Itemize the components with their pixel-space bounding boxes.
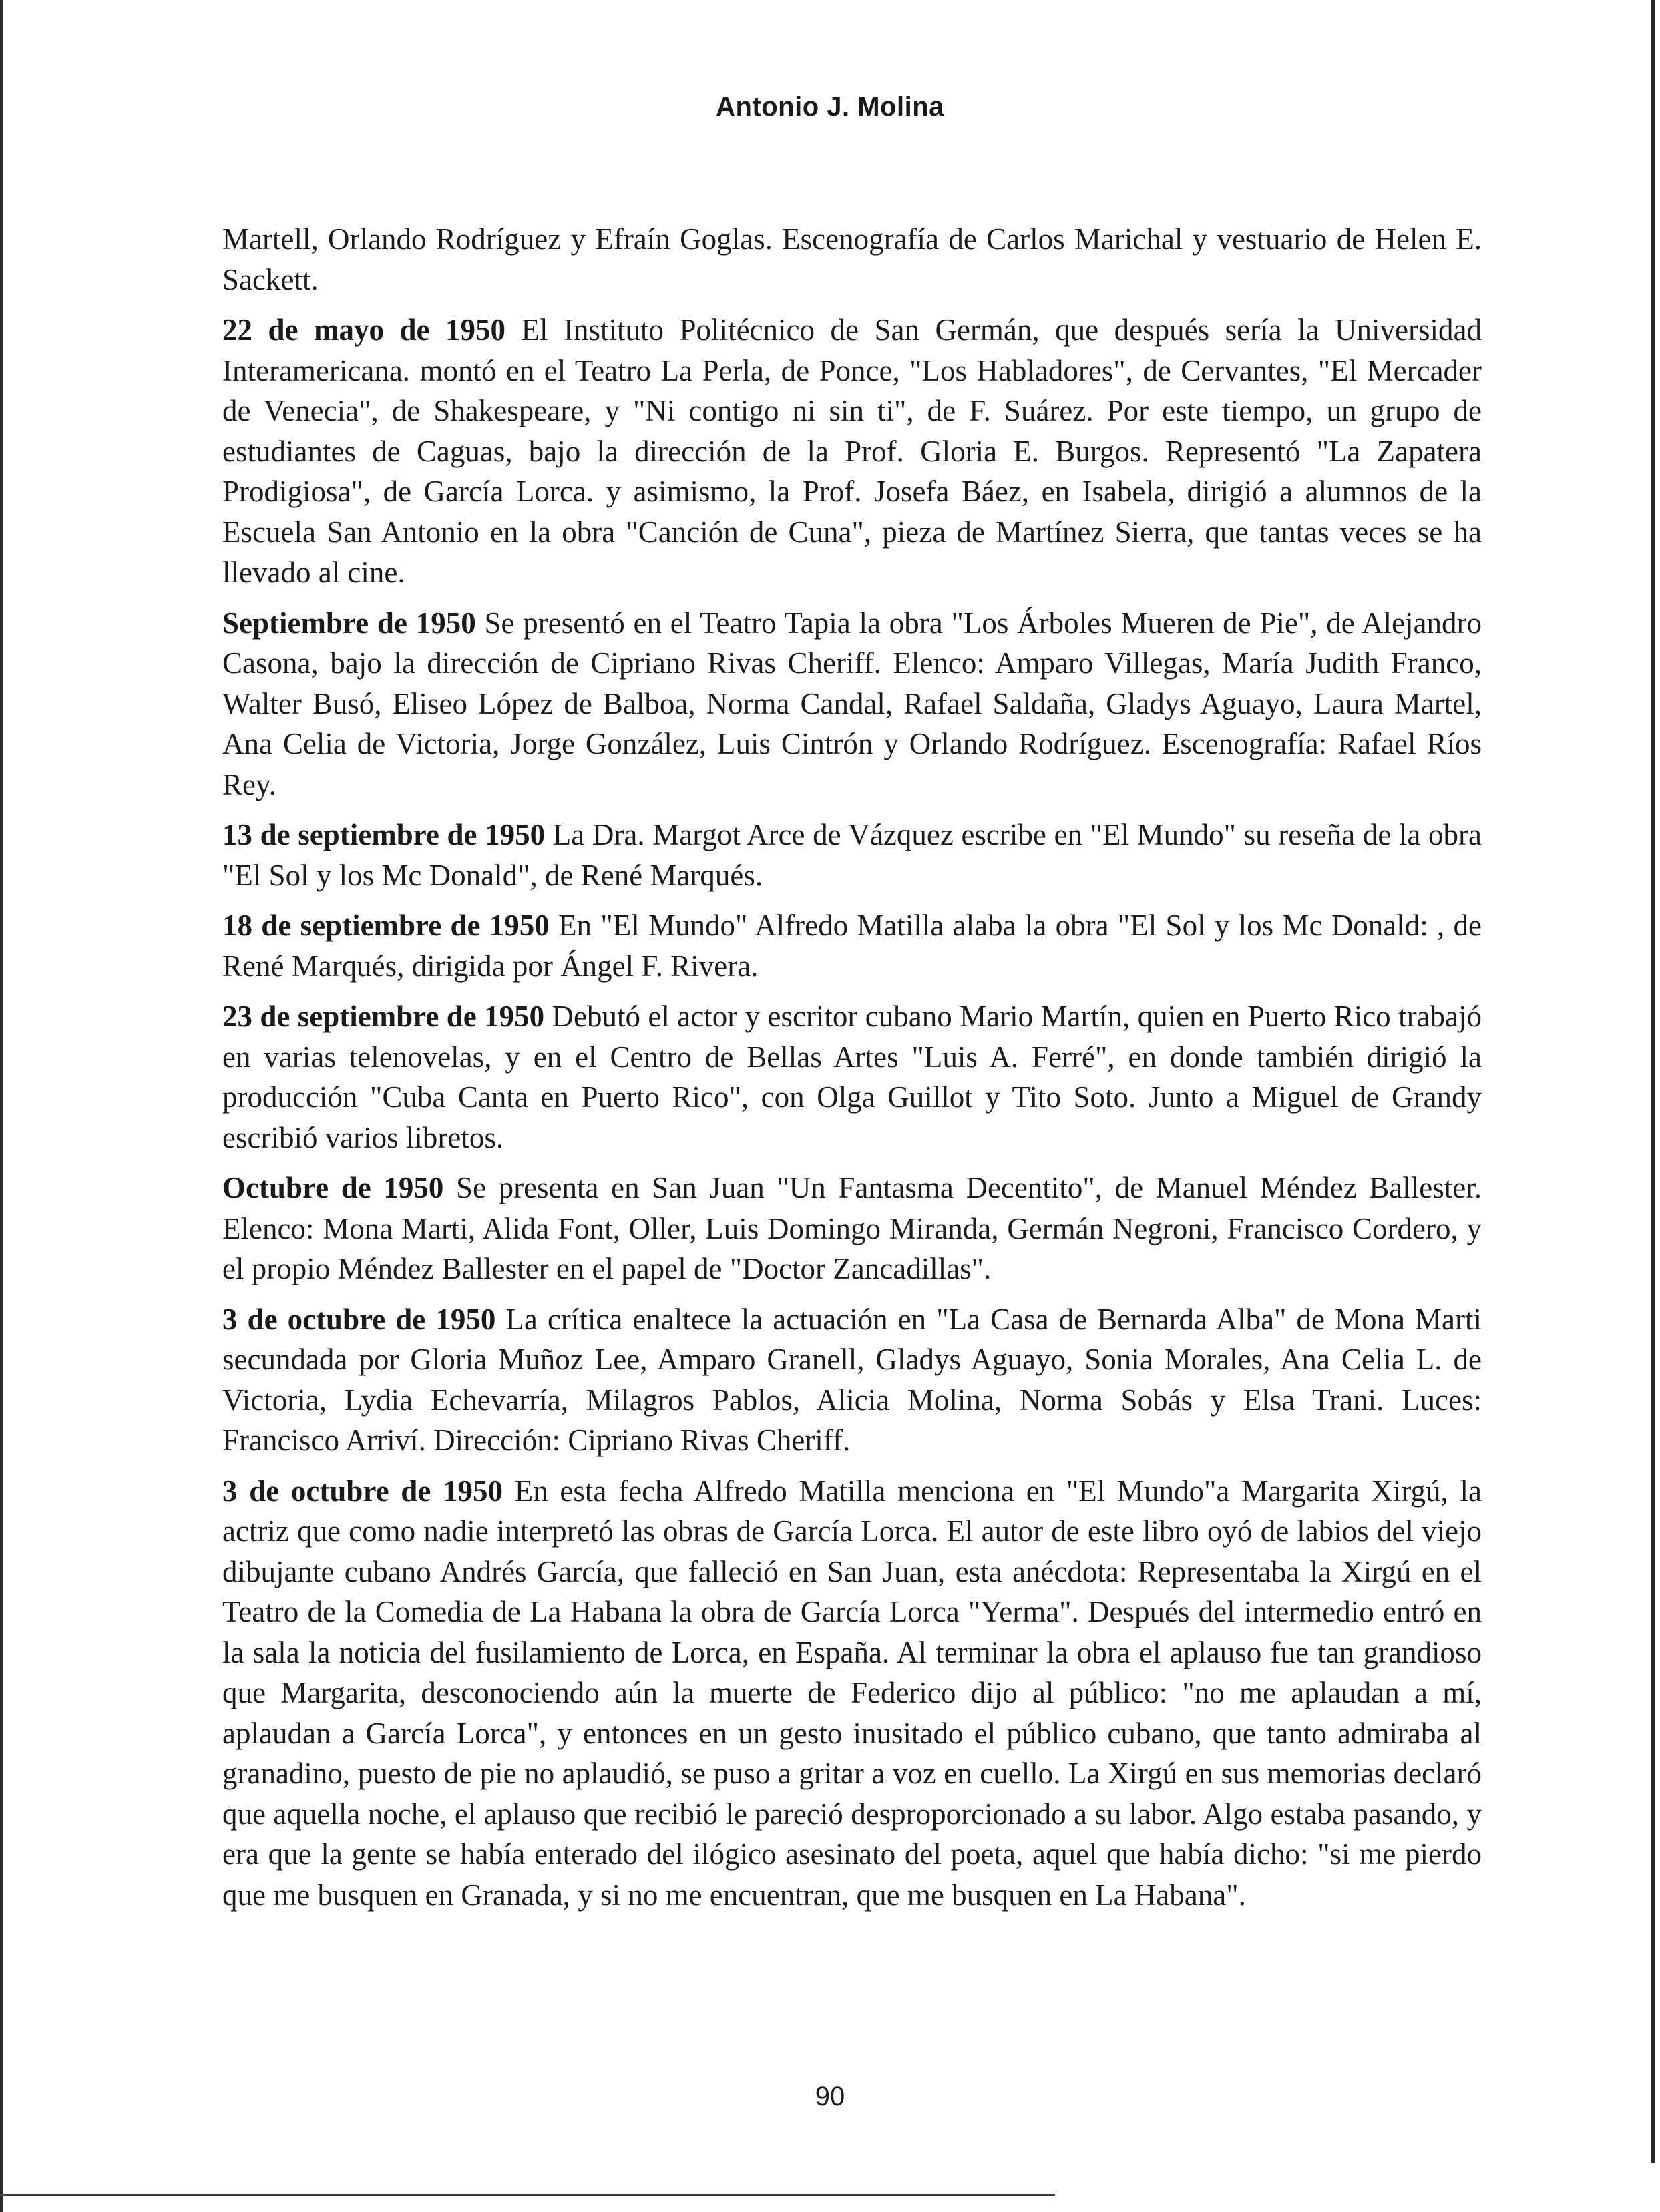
entry-text: Se presenta en San Juan "Un Fantasma Decentito", de Manuel Méndez Ballester. Elenco: Mona Marti, Alida Font, Oller, Luis Domingo Miranda, Germán Negroni, Francisco Cordero, y el propio Méndez Ballester en el papel de "Doctor Zancadillas". (222, 1171, 1482, 1285)
chronology-entry (222, 310, 1482, 593)
page-number: 90 (815, 2082, 845, 2111)
entry-date: Octubre de 1950 (222, 1171, 444, 1204)
scan-edge-left (0, 0, 3, 2212)
chronology-entry (222, 815, 1482, 895)
entry-text: El Instituto Politécnico de San Germán, que después sería la Universidad Interamericana. montó en el Teatro La Perla, de Ponce, "Los Habladores", de Cervantes, "El Mercader de Venecia", de Shakespeare, y "Ni contigo ni sin ti", de F. Suárez. Por este tiempo, un grupo de estudiantes de Caguas, bajo la dirección de la Prof. Gloria E. Burgos. Representó "La Zapatera Prodigiosa", de García Lorca. y asimismo, la Prof. Josefa Báez, en Isabela, dirigió a alumnos de la Escuela San Antonio en la obra "Canción de Cuna", pieza de Martínez Sierra, que tantas veces se ha llevado al cine. (222, 313, 1482, 589)
chronology-entry (222, 996, 1482, 1158)
chronology-entry (222, 905, 1482, 986)
scan-edge-right (1651, 0, 1655, 2163)
entry-text: La crítica enaltece la actuación en "La Casa de Bernarda Alba" de Mona Marti secundada por Gloria Muñoz Lee, Amparo Granell, Gladys Aguayo, Sonia Morales, Ana Celia L. de Victoria, Lydia Echevarría, Milagros Pablos, Alicia Molina, Norma Sobás y Elsa Trani. Luces: Francisco Arriví. Dirección: Cipriano Rivas Cheriff. (222, 1302, 1482, 1457)
entry-text: Debutó el actor y escritor cubano Mario Martín, quien en Puerto Rico trabajó en varias telenovelas, y en el Centro de Bellas Artes "Luis A. Ferré", en donde también dirigió la producción "Cuba Canta en Puerto Rico", con Olga Guillot y Tito Soto. Junto a Miguel de Grandy escribió varios libretos. (222, 1000, 1482, 1154)
chronology-entry (222, 1299, 1482, 1461)
entry-text: En "El Mundo" Alfredo Matilla alaba la obra "El Sol y los Mc Donald: , de René Marqués, dirigida por Ángel F. Rivera. (222, 909, 1482, 983)
page-body (222, 219, 1482, 1925)
entry-date: 22 de mayo de 1950 (222, 313, 506, 347)
entry-text: En esta fecha Alfredo Matilla menciona en "El Mundo"a Margarita Xirgú, la actriz que como nadie interpretó las obras de García Lorca. El autor de este libro oyó de labios del viejo dibujante cubano Andrés García, que falleció en San Juan, esta anécdota: Representaba la Xirgú en el Teatro de la Comedia de La Habana la obra de García Lorca "Yerma". Después del intermedio entró en la sala la noticia del fusilamiento de Lorca, en España. Al terminar la obra el aplauso fue tan grandioso que Margarita, desconociendo aún la muerte de Federico dijo al público: "no me aplaudan a mí, aplaudan a García Lorca", y entonces en un gesto inusitado el público cubano, que tanto admiraba al granadino, puesto de pie no aplaudió, se puso a gritar a voz en cuello. La Xirgú en sus memorias declaró que aquella noche, el aplauso que recibió le pareció desproporcionado a su labor. Algo estaba pasando, y era que la gente se había enterado del ilógico asesinato del poeta, aquel que había dicho: "si me pierdo que me busquen en Granada, y si no me encuentran, que me busquen en La Habana". (222, 1474, 1482, 1912)
entry-text: Se presentó en el Teatro Tapia la obra "Los Árboles Mueren de Pie", de Alejandro Casona, bajo la dirección de Cipriano Rivas Cheriff. Elenco: Amparo Villegas, María Judith Franco, Walter Busó, Eliseo López de Balboa, Norma Candal, Rafael Saldaña, Gladys Aguayo, Laura Martel, Ana Celia de Victoria, Jorge González, Luis Cintrón y Orlando Rodríguez. Escenografía: Rafael Ríos Rey. (222, 606, 1482, 801)
entry-text: La Dra. Margot Arce de Vázquez escribe en "El Mundo" su reseña de la obra "El Sol y los Mc Donald", de René Marqués. (222, 818, 1482, 892)
entry-date: 18 de septiembre de 1950 (222, 909, 550, 942)
chronology-entry (222, 1471, 1482, 1916)
entry-date: 23 de septiembre de 1950 (222, 1000, 545, 1033)
scan-edge-bottom (0, 2194, 1055, 2196)
entry-date: 3 de octubre de 1950 (222, 1302, 496, 1336)
running-head-author: Antonio J. Molina (716, 92, 944, 122)
entry-date: 13 de septiembre de 1950 (222, 818, 546, 851)
entry-text: Martell, Orlando Rodríguez y Efraín Goglas. Escenografía de Carlos Marichal y vestuario de Helen E. Sackett. (222, 222, 1482, 296)
entry-date: 3 de octubre de 1950 (222, 1474, 503, 1508)
chronology-entry (222, 603, 1482, 805)
chronology-entry (222, 1168, 1482, 1289)
entry-date: Septiembre de 1950 (222, 606, 476, 640)
chronology-entry-continuation (222, 219, 1482, 300)
